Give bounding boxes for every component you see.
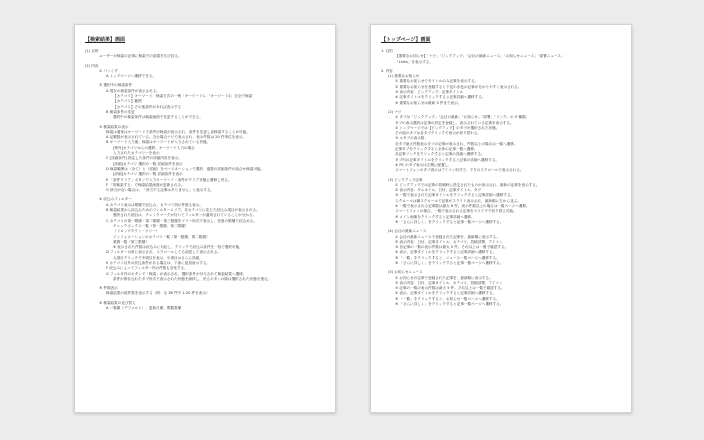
text-line: 検索は通常はキーワードで条件が検索が表示され、条件を変更し直検索することが可能。	[106, 129, 250, 134]
text-line: F 絞込みによってフィルター内の件数も変化する。	[106, 266, 188, 271]
text-line: (5) お知らせニュース	[388, 270, 423, 275]
text-line: ⑤ 件数表示	[99, 286, 118, 291]
text-line: ② 表示内容：日付、記事タイトル、カテゴリ、投稿部署、アイコン	[395, 280, 503, 285]
page-content	[381, 49, 621, 307]
text-line: [詳細]カテゴリ 選択の一覧 詳細条件を表示	[113, 161, 183, 166]
text-line: C [詳細条件] 指定した条件の詳細内容を表示。	[106, 156, 182, 161]
text-line: 【カテゴリ】範囲	[113, 99, 142, 104]
text-line: ⑥ 「さらに詳しく」をクリックすると記事一覧ページへ遷移する。	[395, 260, 504, 265]
text-line: ⑥ 検索結果の並び替え	[99, 300, 136, 305]
text-line: (2) 内容	[85, 63, 99, 68]
text-line: E 「条件クリア」ボタンで入力キーワード・条件がクリア状態に遷移し戻る。	[106, 177, 232, 182]
text-line: ⑥ 「さらに詳しく」をクリックすると記事一覧ページへ遷移する。	[395, 302, 504, 307]
text-line: ① パンくず	[99, 68, 118, 73]
text-line: (1) 重要なお知らせ	[388, 74, 420, 79]
text-line: (1) 目的	[85, 49, 99, 53]
text-line: ③ 記事の一覧の表示件数は最大 5 件。それ以上は一覧で確認する。	[395, 286, 505, 291]
text-line: E カテゴリ以外の絞込条件がある場合は、下部に追加表示する。	[106, 260, 210, 265]
text-line: F 「再検索する」で検索結果画面が更新される。	[106, 182, 185, 187]
text-line: (3) ピックアップ記事	[388, 177, 423, 182]
text-line: ③ 各記事の一覧の表示件数は最大 5 件。それ以上は一覧で確認する。	[395, 245, 509, 250]
text-line: 【重要なお知らせ】「ナビ」「ピックアップ」「会社の最新ニュース」「お知らせニュース」「部署ニュース」	[395, 54, 565, 59]
text-line: 2. 内容	[381, 68, 393, 73]
text-line: チェックボックス一覧（第一階層、第二階層）	[113, 223, 189, 228]
text-line: A 一覧順（デフォルト）、更新日順、閲覧数順	[106, 306, 182, 311]
text-line: A 記載数が表示されている。含む場合ナビで表示され、表示件数は 20 件単位を表示。	[106, 135, 247, 140]
text-line: 記事タブをクリックすると全体の記事一覧へ遷移。	[395, 147, 478, 152]
text-line: ① お知らせの記事で登録された記事を、最新順に表示する。	[395, 275, 493, 280]
text-line: ⑤ 「一覧」をクリックすると、ニュース一覧ページへ遷移する。	[395, 255, 500, 260]
text-line: 1. 目的	[381, 49, 393, 53]
document-page-right	[370, 24, 632, 413]
text-line: D フィルターは常に表示され、スクロールしても追従して表示される。	[106, 250, 222, 255]
text-line: ⑤ 重要なお知らせは最新 3 件まで表示。	[395, 100, 462, 105]
text-line: ① タブは「ピックアップ」「会社の最新」「お知らせ」「部署」「リンク」の 5 種類。	[395, 115, 530, 120]
text-line: B 検索結果から絞込むためのフィルターエリア。各カテゴリに応じた絞込み項目が表示される。	[106, 208, 260, 213]
text-line: A トップページへ遷移できる。	[106, 74, 156, 79]
document-page-left	[74, 24, 336, 413]
text-line: A 現在の検索条件が表示される。	[106, 88, 160, 93]
text-line: 選択中の検索条件は検索画面で変更することができる。	[113, 115, 203, 120]
text-line: ① ピックアップでは記事の投稿時に設定されたものが表示され、最新の記事を表示する。	[395, 182, 540, 187]
text-line: スマートフォンのタブ表示はアイコン形式で、下方のスクロールで表示される。	[395, 168, 524, 173]
text-line: 条件が保存されたタブ形式で表示された状態を維持し、戻るボタンの際は選択された状態を復元。	[113, 276, 272, 281]
text-line: (2) ナビ	[388, 109, 402, 114]
text-line: 各記事リンクをクリックすると記事の詳細へ遷移する。	[395, 152, 485, 157]
text-line: ② 表示内容：サムネイル、日付、記事タイトル、タグ	[395, 188, 482, 193]
text-line: その他のタブは各タブクリックで表示が切り替わる。	[395, 131, 481, 136]
text-line: B 検索条件の変更	[106, 109, 135, 114]
text-line: ④ 表示、記事タイトルをクリックすると記事詳細へ遷移する。	[395, 291, 497, 296]
text-line: ② 重要なお知らせを登録すると下記の赤色の記事が分かりやすく表示される。	[395, 84, 522, 89]
text-line: スマートフォンの場合、一覧で表示される記事をスワイプで切り替え可能。	[395, 209, 517, 214]
text-line: ③ 表示内容：ピックアップ、記事タイトル	[395, 90, 464, 95]
text-line: ※ 表示された件数は絞込みに対応し、クリックで絞込み条件を一括で選択可能。	[113, 245, 243, 250]
text-line: ④ 絞込みフィルター	[99, 197, 132, 202]
text-line: G フィルタ内のボタンで「検索」が表示され、選択条件が付与されて検索結果へ遷移。	[106, 271, 247, 276]
text-line: ⑤ 「一覧」をクリックすると、お知らせ一覧ページへ遷移する。	[395, 296, 500, 301]
page-content	[85, 49, 325, 311]
text-line: 入力されたカテゴリーを表示	[113, 151, 160, 156]
text-line: 「Links」を表示する。	[395, 59, 433, 64]
text-line: 【カテゴリ】その他条件があれば表示する	[113, 104, 182, 109]
text-line: （ドロップダウン・ツリー）	[113, 229, 160, 234]
text-line: 大項目クリックで中項目を表示、小項目はさらに詳細。	[113, 255, 203, 260]
text-line: ① 会社の最新ニュースで登録された記事を、最新順に表示する。	[395, 234, 500, 239]
text-line: G 該当がない場合は、「該当する記事はありません」と表示する。	[106, 188, 215, 193]
text-line: ④ 記事タイトルをクリックすると記事詳細へ遷移する。	[395, 95, 486, 100]
text-line: ③ ルタブの表示数：	[395, 136, 428, 141]
text-line: B キーワード入力後、検索はキーワードが入力されている状態。	[106, 140, 211, 145]
text-line: [例外]カテゴリからの遷移、キーワード入力の場合	[113, 145, 195, 150]
text-line: ④ PC のタブ表示は左側に配置し、	[395, 162, 452, 167]
text-line: タブ内の記事タイトルをクリックすると記事の詳細へ遷移する。	[395, 157, 500, 162]
text-line: D 検索範囲は（全て）と（詳細）をページネーションで選択、複数の詳細条件の組合せ検索可能。	[106, 166, 265, 171]
text-line: ① 重要なお知らせでタイトルのみ記事を表示する。	[395, 79, 479, 84]
text-line: ⑤ メイン画像をクリックすると記事詳細へ遷移。	[395, 214, 475, 219]
text-line: [詳細]カテゴリ 選択の一覧 詳細条件を表示	[113, 172, 183, 177]
text-line: スクロールは横スクロールで記事がスライド表示され、最新順に左から並ぶ。	[395, 198, 521, 203]
text-line: 選択された項目は、チェックマークが付いてフィルターが適用されていることが分かる。	[113, 213, 257, 218]
text-line: 業務一覧（第三階層）	[113, 239, 149, 244]
text-line: C カテゴリの第一階層・第二階層・第三階層をツリー形式で表示し、任意の階層で絞込める。	[106, 218, 257, 223]
text-line: 検索結果の総件数を表示する（例：全 38 件中 1-20 件を表示）	[106, 291, 210, 296]
page-title: 【トップページ】画面	[381, 37, 431, 43]
text-line: (4) 会社の最新ニュース	[388, 229, 427, 234]
page-title: 【検索結果】画面	[85, 37, 126, 43]
text-line: ② 表示内容：日付、記事タイトル、カテゴリ、投稿部署、アイコン	[395, 239, 503, 244]
text-line: ② トップページでは【ピックアップ】のタブが選択された状態。	[395, 125, 500, 130]
text-line: 【カテゴリ】キーワード：検索方式の一例「キーワード1」「キーワード2」完全で検索	[113, 94, 253, 99]
text-line: ② 選択中の検索条件	[99, 83, 133, 88]
text-line: ⑥ 「さらに詳しく」をクリックすると記事一覧ページへ遷移する。	[395, 219, 504, 224]
text-line: 各タブ最大件数表示タブの記事が表示され、件数以上の場合は一覧へ遷移。	[395, 141, 518, 146]
text-line: ④ 一覧で表示される記事数は最大 6 件。表示件数以上の場合は一覧ページへ遷移。	[395, 204, 530, 209]
text-line: ④ 表示、記事タイトルをクリックすると記事詳細へ遷移する。	[395, 250, 497, 255]
text-line: タブの表示選択は記事の設定を登録し、表示されている記事を表示する。	[395, 120, 514, 125]
text-line: ③ 一覧で表示された記事タイトルをクリックすると記事詳細へ遷移する。	[395, 193, 515, 198]
text-line: インフォメーションのカテゴリ一覧（第一階層、第二階層）	[113, 234, 210, 239]
text-line: ユーザーが検索の記事に検索での語彙を広げ絞る。	[99, 54, 182, 59]
text-line: A カテゴリ表示は階層で絞込み、カテゴリ別の件数も表示。	[106, 202, 203, 207]
text-line: ③ 検索結果の表示	[99, 124, 129, 129]
